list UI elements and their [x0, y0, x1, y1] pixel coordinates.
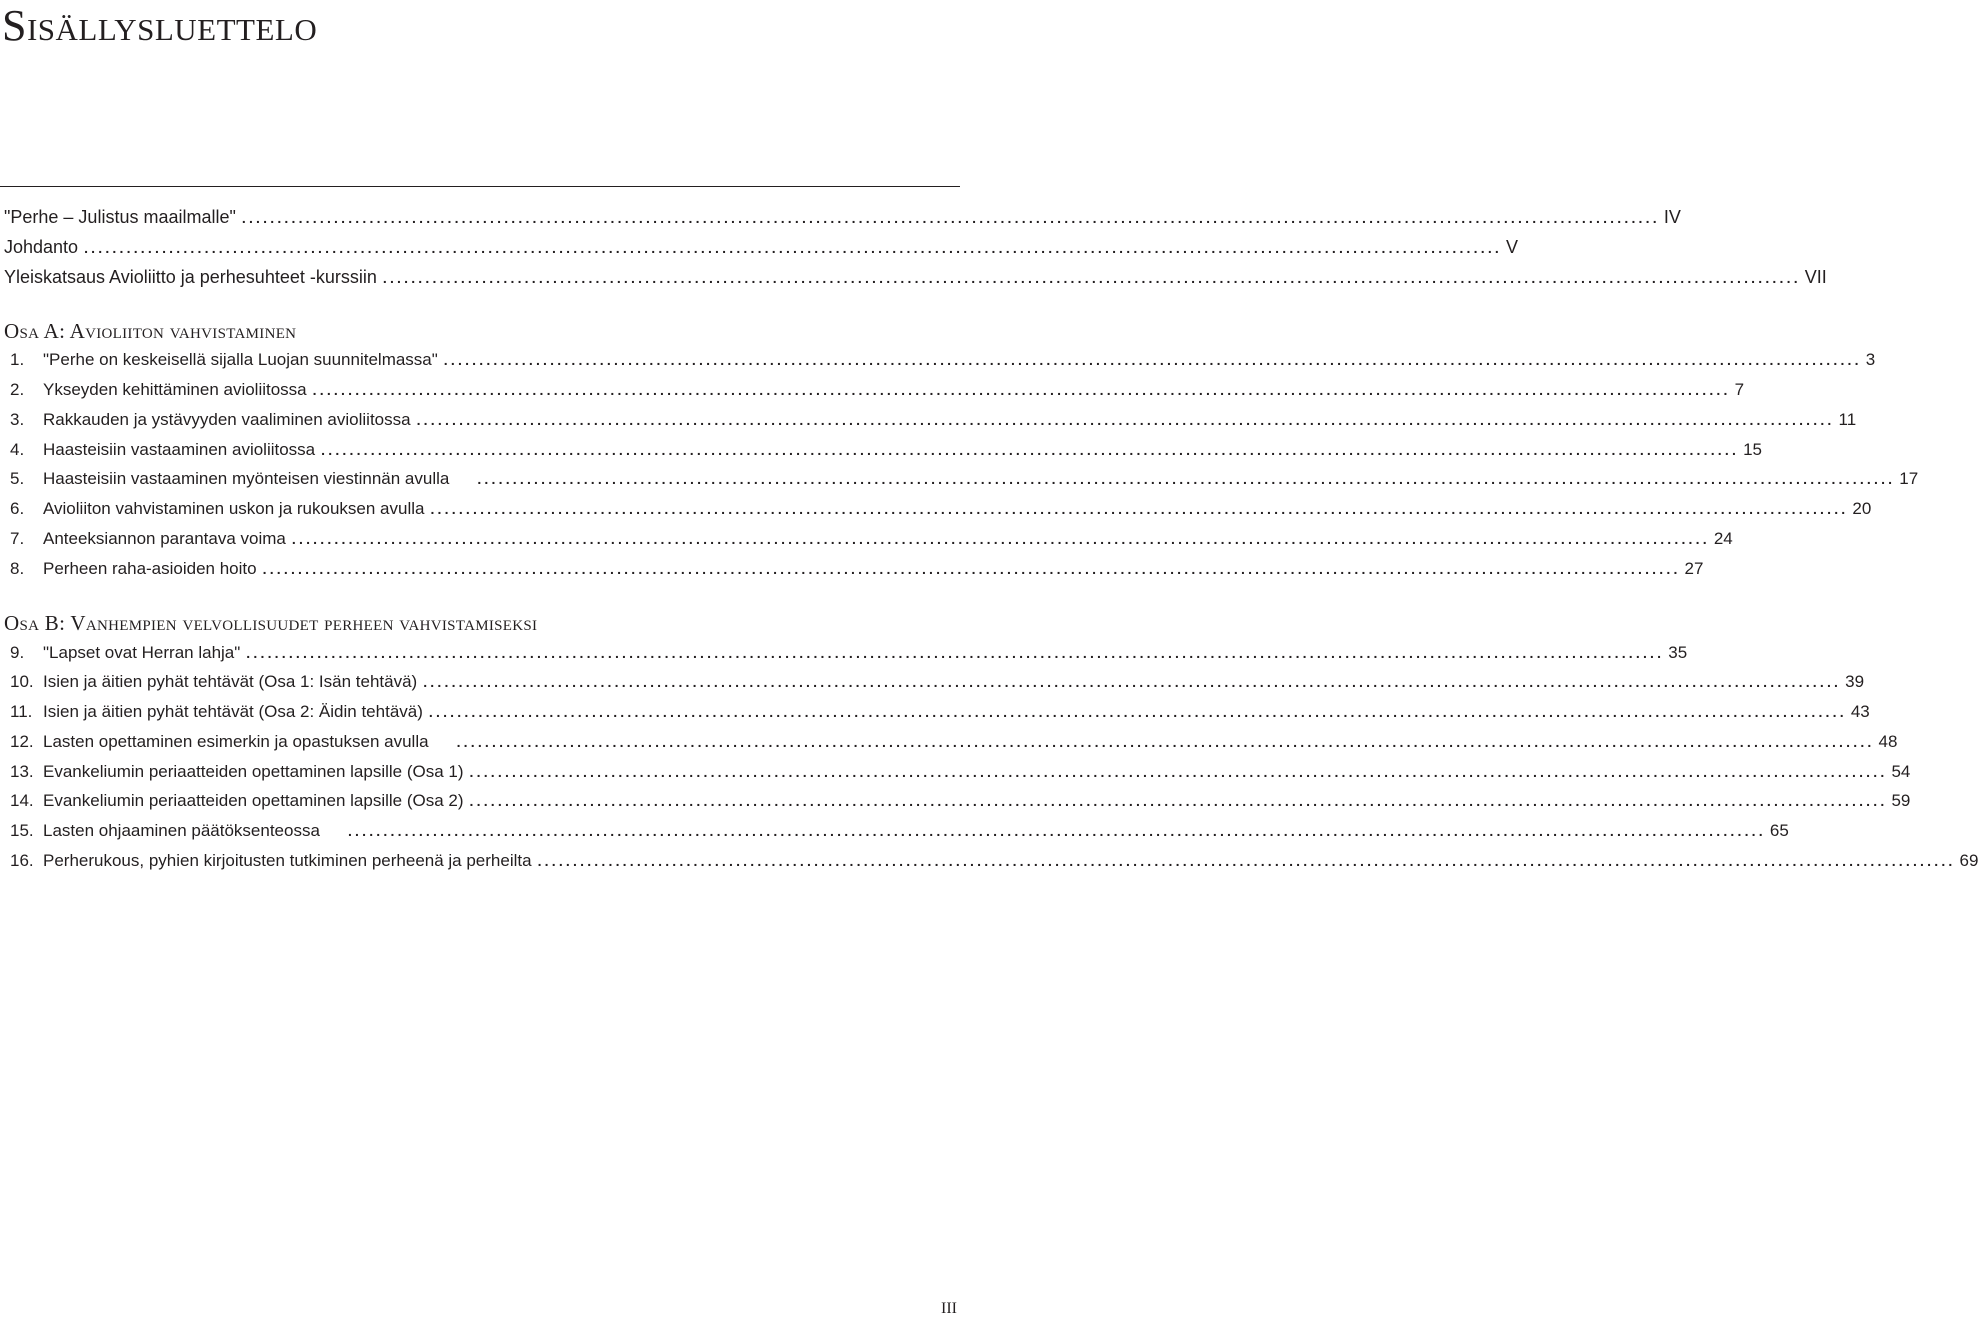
- chapter-number: 1.: [10, 350, 25, 369]
- chapter-page: 3: [1865, 350, 1876, 369]
- chapter-number: 9.: [10, 643, 25, 662]
- toc-chapter-8[interactable]: [10, 554, 1704, 584]
- chapter-page: 15: [1743, 440, 1762, 459]
- page-title: Sisällysluettelo: [2, 1, 318, 50]
- chapter-title: Avioliiton vahvistaminen uskon ja rukouksen avulla: [43, 499, 425, 518]
- toc-chapter-7[interactable]: [10, 524, 1733, 554]
- toc-chapter-11[interactable]: [10, 697, 1870, 727]
- chapter-title: Perheen raha-asioiden hoito: [43, 559, 257, 578]
- dot-leader: ........................................................................................................................................................................................................: [469, 764, 1888, 780]
- toc-chapter-6[interactable]: [10, 494, 1872, 524]
- toc-chapter-16[interactable]: [10, 846, 1978, 876]
- toc-chapter-2[interactable]: [10, 375, 1745, 405]
- chapter-number: 14.: [10, 791, 34, 810]
- chapter-number: 16.: [10, 851, 34, 870]
- dot-leader: ........................................................................................................................................................................................................: [416, 412, 1835, 428]
- toc-chapter-4[interactable]: [10, 435, 1762, 465]
- dot-leader: ........................................................................................................................................................................................................: [291, 531, 1710, 547]
- title-divider: [0, 186, 960, 187]
- chapter-page: 17: [1899, 469, 1919, 488]
- chapter-number: 8.: [10, 559, 25, 578]
- chapter-page: 59: [1891, 791, 1911, 810]
- dot-leader: ........................................................................................................................................................................................................: [84, 240, 1503, 256]
- toc-chapter-12[interactable]: [10, 727, 1898, 757]
- dot-leader: ........................................................................................................................................................................................................: [262, 561, 1681, 577]
- chapter-title: Perherukous, pyhien kirjoitusten tutkiminen perheenä ja perheilta: [43, 851, 532, 870]
- chapter-title: Isien ja äitien pyhät tehtävät (Osa 2: Äidin tehtävä): [43, 702, 423, 721]
- dot-leader: ........................................................................................................................................................................................................: [456, 734, 1875, 750]
- dot-leader: ........................................................................................................................................................................................................: [246, 645, 1665, 661]
- toc-entry-label: Johdanto: [4, 237, 79, 257]
- chapter-title: "Lapset ovat Herran lahja": [43, 643, 241, 662]
- chapter-number: 2.: [10, 380, 25, 399]
- chapter-page: 69: [1959, 851, 1978, 870]
- chapter-number: 3.: [10, 410, 25, 429]
- chapter-title: Ykseyden kehittäminen avioliitossa: [43, 380, 307, 399]
- toc-chapter-5[interactable]: [10, 464, 1919, 494]
- toc-entry-page: V: [1506, 237, 1519, 257]
- chapter-title: Isien ja äitien pyhät tehtävät (Osa 1: Isän tehtävä): [43, 672, 418, 691]
- dot-leader: ........................................................................................................................................................................................................: [382, 270, 1801, 286]
- dot-leader: ........................................................................................................................................................................................................: [241, 210, 1660, 226]
- chapter-page: 27: [1684, 559, 1704, 578]
- chapter-title: Evankeliumin periaatteiden opettaminen lapsille (Osa 1): [43, 762, 464, 781]
- toc-chapter-9[interactable]: [10, 638, 1688, 668]
- chapter-title: Lasten ohjaaminen päätöksenteossa: [43, 821, 320, 840]
- page-number: III: [941, 1300, 957, 1317]
- chapter-title: Haasteisiin vastaaminen myönteisen viestinnän avulla: [43, 469, 450, 488]
- toc-entry-label: "Perhe – Julistus maailmalle": [4, 207, 236, 227]
- section-heading-a: Osa A: Avioliiton vahvistaminen: [4, 319, 297, 343]
- toc-entry-proclamation[interactable]: [4, 202, 1681, 232]
- toc-chapter-14[interactable]: [10, 786, 1911, 816]
- chapter-page: 24: [1713, 529, 1733, 548]
- chapter-title: "Perhe on keskeisellä sijalla Luojan suunnitelmassa": [43, 350, 438, 369]
- toc-chapter-1[interactable]: [10, 345, 1876, 375]
- toc-chapter-15[interactable]: [10, 816, 1789, 846]
- chapter-page: 20: [1852, 499, 1872, 518]
- dot-leader: ........................................................................................................................................................................................................: [312, 382, 1731, 398]
- toc-entry-page: IV: [1663, 207, 1681, 227]
- chapter-number: 13.: [10, 762, 34, 781]
- toc-entry-page: VII: [1804, 267, 1827, 287]
- toc-entry-overview[interactable]: [4, 262, 1827, 292]
- dot-leader: ........................................................................................................................................................................................................: [443, 352, 1862, 368]
- toc-chapter-3[interactable]: [10, 405, 1857, 435]
- chapter-number: 7.: [10, 529, 25, 548]
- dot-leader: ........................................................................................................................................................................................................: [423, 674, 1842, 690]
- chapter-page: 65: [1769, 821, 1789, 840]
- toc-entry-introduction[interactable]: [4, 232, 1519, 262]
- chapter-page: 39: [1845, 672, 1865, 691]
- dot-leader: ........................................................................................................................................................................................................: [477, 471, 1896, 487]
- chapter-title: Haasteisiin vastaaminen avioliitossa: [43, 440, 316, 459]
- dot-leader: ........................................................................................................................................................................................................: [428, 704, 1847, 720]
- toc-chapter-10[interactable]: [10, 667, 1865, 697]
- chapter-title: Lasten opettaminen esimerkin ja opastuksen avulla: [43, 732, 429, 751]
- chapter-number: 4.: [10, 440, 25, 459]
- dot-leader: ........................................................................................................................................................................................................: [430, 501, 1849, 517]
- chapter-number: 6.: [10, 499, 25, 518]
- chapter-title: Anteeksiannon parantava voima: [43, 529, 286, 548]
- toc-entry-label: Yleiskatsaus Avioliitto ja perhesuhteet -kurssiin: [4, 267, 377, 287]
- dot-leader: ........................................................................................................................................................................................................: [469, 793, 1888, 809]
- dot-leader: ........................................................................................................................................................................................................: [537, 853, 1956, 869]
- chapter-number: 5.: [10, 469, 25, 488]
- chapter-page: 11: [1838, 410, 1857, 429]
- chapter-page: 54: [1891, 762, 1911, 781]
- chapter-title: Rakkauden ja ystävyyden vaaliminen avioliitossa: [43, 410, 411, 429]
- chapter-number: 12.: [10, 732, 34, 751]
- chapter-page: 7: [1734, 380, 1745, 399]
- chapter-page: 48: [1878, 732, 1898, 751]
- dot-leader: ........................................................................................................................................................................................................: [321, 442, 1740, 458]
- section-heading-b: Osa B: Vanhempien velvollisuudet perheen vahvistamiseksi: [4, 611, 538, 635]
- chapter-title: Evankeliumin periaatteiden opettaminen lapsille (Osa 2): [43, 791, 464, 810]
- chapter-number: 15.: [10, 821, 34, 840]
- chapter-number: 10.: [10, 672, 34, 691]
- chapter-number: 11.: [10, 702, 33, 721]
- chapter-page: 35: [1668, 643, 1688, 662]
- dot-leader: ........................................................................................................................................................................................................: [347, 823, 1766, 839]
- toc-chapter-13[interactable]: [10, 757, 1911, 787]
- chapter-page: 43: [1850, 702, 1870, 721]
